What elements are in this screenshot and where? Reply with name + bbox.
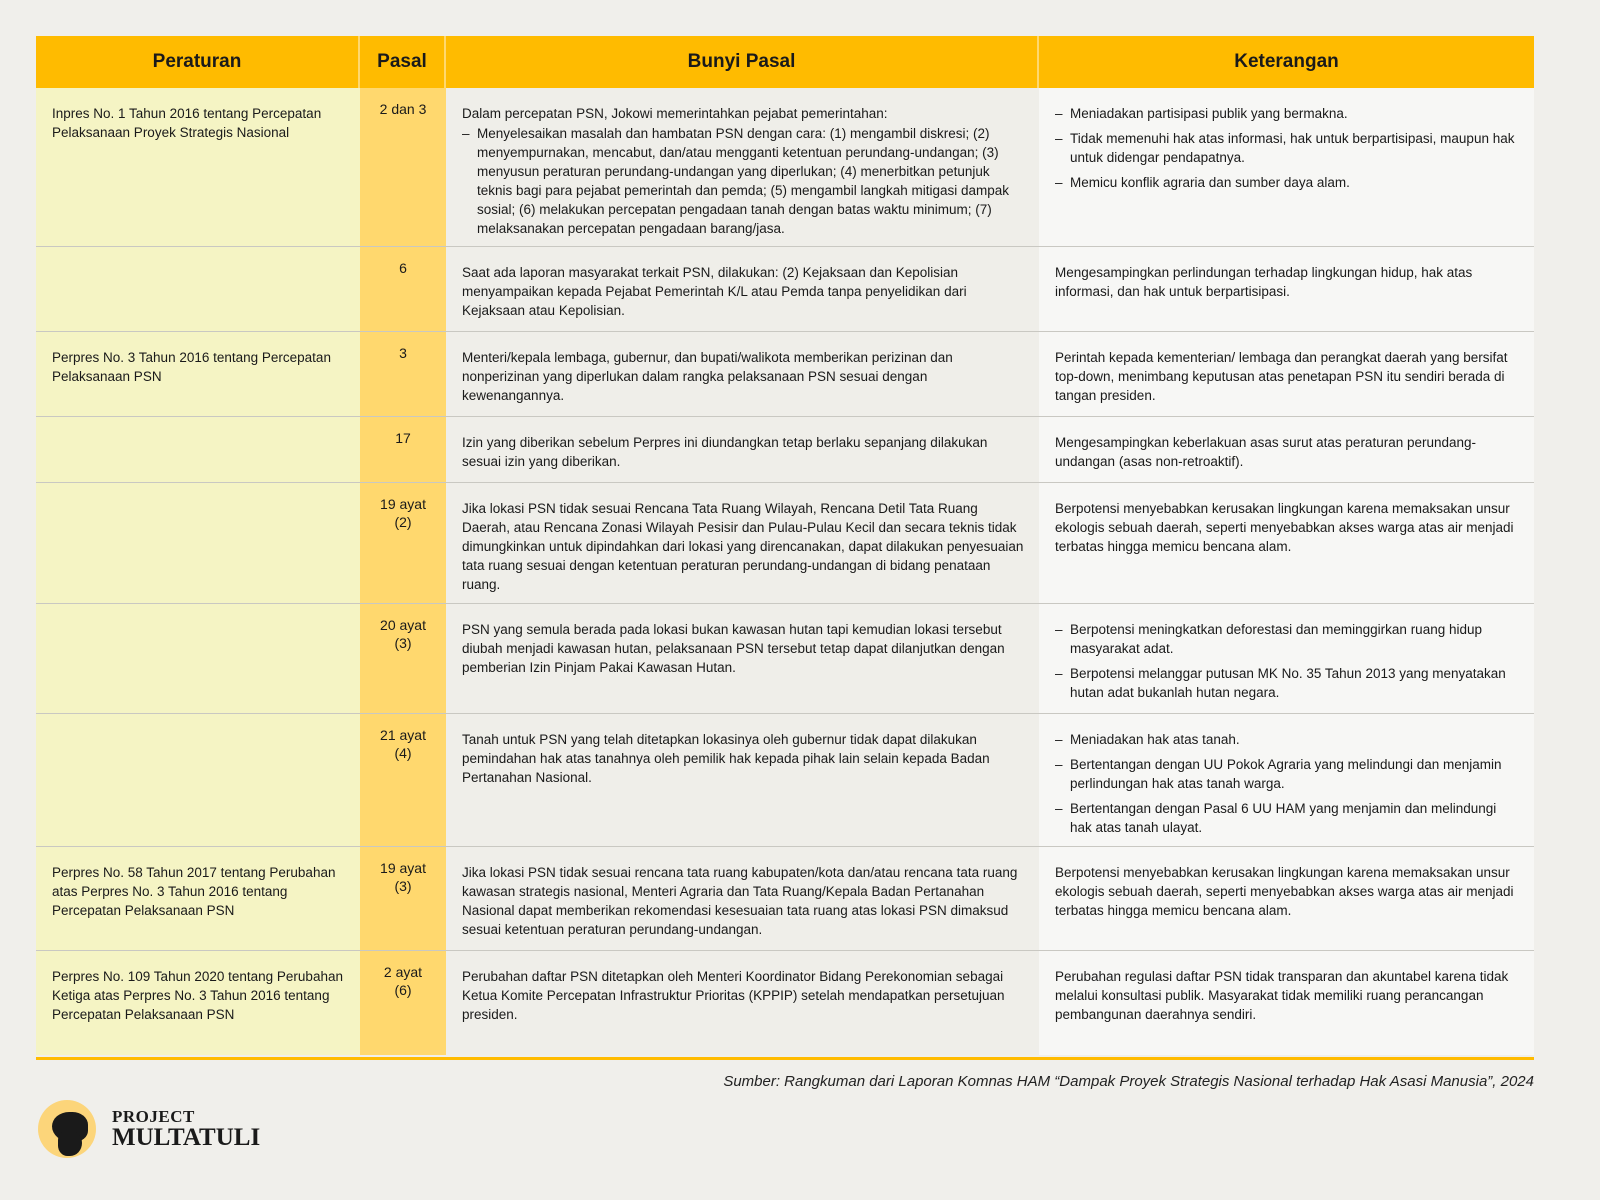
cell-bunyi-pasal: Saat ada laporan masyarakat terkait PSN, dilakukan: (2) Kejaksaan dan Kepolisian menyampaikan kepada Pejabat Pemerintah K/L atau Pemda tanpa penyelidikan dari Kejaksaan atau Kepolisian.	[446, 247, 1039, 331]
logo-line-1: PROJECT	[112, 1107, 195, 1126]
logo-line-2: MULTATULI	[112, 1124, 261, 1151]
multatuli-portrait-icon	[38, 1100, 96, 1158]
cell-keterangan	[1039, 604, 1534, 713]
cell-bunyi-pasal: Jika lokasi PSN tidak sesuai rencana tata ruang kabupaten/kota dan/atau rencana tata ruang kawasan strategis nasional, Menteri Agraria dan Tata Ruang/Kepala Badan Pertanahan Nasional dapat memberikan rekomendasi kesesuaian tata ruang atas lokasi PSN dimaksud sesuai ketentuan peraturan perundang-undangan.	[446, 847, 1039, 950]
logo-wordmark	[112, 1108, 260, 1150]
cell-keterangan	[1039, 714, 1534, 846]
cell-keterangan: Berpotensi menyebabkan kerusakan lingkungan karena memaksakan unsur ekologis sebuah daerah, seperti menyebabkan akses warga atas air menjadi terbatas hingga memicu bencana alam.	[1039, 847, 1534, 950]
cell-keterangan: Perintah kepada kementerian/ lembaga dan perangkat daerah yang bersifat top-down, menimbang keputusan atas penetapan PSN itu sendiri berada di tangan presiden.	[1039, 332, 1534, 416]
keterangan-item: – Bertentangan dengan Pasal 6 UU HAM yang menjamin dan melindungi hak atas tanah ulayat.	[1055, 799, 1520, 837]
cell-peraturan	[36, 483, 360, 603]
cell-pasal: 19 ayat (2)	[360, 483, 446, 603]
keterangan-item: – Berpotensi melanggar putusan MK No. 35 Tahun 2013 yang menyatakan hutan adat bukanlah hutan negara.	[1055, 664, 1520, 702]
cell-bunyi-pasal: Izin yang diberikan sebelum Perpres ini diundangkan tetap berlaku sepanjang dilakukan sesuai izin yang diberikan.	[446, 417, 1039, 482]
table-row	[36, 417, 1534, 483]
keterangan-item: – Meniadakan hak atas tanah.	[1055, 730, 1520, 749]
cell-pasal: 20 ayat (3)	[360, 604, 446, 713]
table-header	[36, 36, 1534, 88]
table-bottom-rule	[36, 1057, 1534, 1060]
cell-peraturan: Inpres No. 1 Tahun 2016 tentang Percepatan Pelaksanaan Proyek Strategis Nasional	[36, 88, 360, 246]
table-row	[36, 247, 1534, 332]
cell-keterangan: Berpotensi menyebabkan kerusakan lingkungan karena memaksakan unsur ekologis sebuah daerah, seperti menyebabkan akses warga atas air menjadi terbatas hingga memicu bencana alam.	[1039, 483, 1534, 603]
cell-pasal: 2 dan 3	[360, 88, 446, 246]
table-row	[36, 847, 1534, 951]
cell-keterangan: Mengesampingkan perlindungan terhadap lingkungan hidup, hak atas informasi, dan hak untuk berpartisipasi.	[1039, 247, 1534, 331]
cell-keterangan	[1039, 88, 1534, 246]
cell-bunyi-pasal	[446, 88, 1039, 246]
cell-peraturan	[36, 247, 360, 331]
cell-bunyi-pasal: Tanah untuk PSN yang telah ditetapkan lokasinya oleh gubernur tidak dapat dilakukan pemindahan hak atas tanahnya oleh pemilik hak kepada pihak lain selain kepada Badan Pertanahan Nasional.	[446, 714, 1039, 846]
table-row	[36, 483, 1534, 604]
header-bunyi-pasal: Bunyi Pasal	[446, 36, 1039, 88]
cell-bunyi-pasal: PSN yang semula berada pada lokasi bukan kawasan hutan tapi kemudian lokasi tersebut diubah menjadi kawasan hutan, pelaksanaan PSN tersebut tetap dapat dilanjutkan dengan pemberian Izin Pinjam Pakai Kawasan Hutan.	[446, 604, 1039, 713]
cell-pasal: 6	[360, 247, 446, 331]
table-row	[36, 951, 1534, 1055]
source-caption: Sumber: Rangkuman dari Laporan Komnas HAM “Dampak Proyek Strategis Nasional terhadap Hak Asasi Manusia”, 2024	[723, 1073, 1534, 1090]
cell-peraturan	[36, 604, 360, 713]
keterangan-item: – Memicu konflik agraria dan sumber daya alam.	[1055, 173, 1520, 192]
cell-pasal: 17	[360, 417, 446, 482]
header-keterangan: Keterangan	[1039, 36, 1534, 88]
header-peraturan: Peraturan	[36, 36, 360, 88]
cell-peraturan	[36, 714, 360, 846]
cell-pasal: 21 ayat (4)	[360, 714, 446, 846]
bunyi-item: – Menyelesaikan masalah dan hambatan PSN dengan cara: (1) mengambil diskresi; (2) menyempurnakan, mencabut, dan/atau mengganti ketentuan perundang-undangan; (3) menyusun peraturan perundang-undangan yang diperlukan; (4) menerbitkan petunjuk teknis bagi para pejabat pemerintah dan pemda; (5) mengambil langkah mitigasi dampak sosial; (6) melakukan percepatan pengadaan tanah dengan batas waktu minimum; (7) melaksanakan percepatan pengadaan barang/jasa.	[462, 124, 1025, 238]
cell-pasal: 2 ayat (6)	[360, 951, 446, 1055]
cell-keterangan: Perubahan regulasi daftar PSN tidak transparan dan akuntabel karena tidak melalui konsultasi publik. Masyarakat tidak memiliki ruang perancangan pembangunan daerahnya sendiri.	[1039, 951, 1534, 1055]
cell-pasal: 19 ayat (3)	[360, 847, 446, 950]
cell-peraturan: Perpres No. 58 Tahun 2017 tentang Perubahan atas Perpres No. 3 Tahun 2016 tentang Percepatan Pelaksanaan PSN	[36, 847, 360, 950]
cell-bunyi-pasal: Menteri/kepala lembaga, gubernur, dan bupati/walikota memberikan perizinan dan nonperizinan yang diperlukan dalam rangka pelaksanaan PSN sesuai dengan kewenangannya.	[446, 332, 1039, 416]
cell-bunyi-pasal: Perubahan daftar PSN ditetapkan oleh Menteri Koordinator Bidang Perekonomian sebagai Ketua Komite Percepatan Infrastruktur Prioritas (KPPIP) setelah mendapatkan persetujuan presiden.	[446, 951, 1039, 1055]
cell-keterangan: Mengesampingkan keberlakuan asas surut atas peraturan perundang-undangan (asas non-retroaktif).	[1039, 417, 1534, 482]
regulation-table	[36, 36, 1534, 1055]
cell-peraturan	[36, 417, 360, 482]
project-multatuli-logo	[38, 1100, 260, 1158]
cell-peraturan: Perpres No. 109 Tahun 2020 tentang Perubahan Ketiga atas Perpres No. 3 Tahun 2016 tentang Percepatan Pelaksanaan PSN	[36, 951, 360, 1055]
cell-peraturan: Perpres No. 3 Tahun 2016 tentang Percepatan Pelaksanaan PSN	[36, 332, 360, 416]
bunyi-lead: Dalam percepatan PSN, Jokowi memerintahkan pejabat pemerintahan:	[462, 106, 888, 121]
cell-bunyi-pasal: Jika lokasi PSN tidak sesuai Rencana Tata Ruang Wilayah, Rencana Detil Tata Ruang Daerah, atau Rencana Zonasi Wilayah Pesisir dan Pulau-Pulau Kecil dan secara teknis tidak dimungkinkan untuk dipindahkan dari lokasi yang direncanakan, dapat dilakukan penyesuaian tata ruang sesuai dengan ketentuan peraturan perundang-undangan di bidang penataan ruang.	[446, 483, 1039, 603]
keterangan-item: – Tidak memenuhi hak atas informasi, hak untuk berpartisipasi, maupun hak untuk didengar pendapatnya.	[1055, 129, 1520, 167]
header-pasal: Pasal	[360, 36, 446, 88]
table-row	[36, 714, 1534, 847]
keterangan-item: – Bertentangan dengan UU Pokok Agraria yang melindungi dan menjamin perlindungan hak atas tanah warga.	[1055, 755, 1520, 793]
table-row	[36, 88, 1534, 247]
cell-pasal: 3	[360, 332, 446, 416]
keterangan-item: – Meniadakan partisipasi publik yang bermakna.	[1055, 104, 1520, 123]
table-row	[36, 332, 1534, 417]
keterangan-item: – Berpotensi meningkatkan deforestasi dan meminggirkan ruang hidup masyarakat adat.	[1055, 620, 1520, 658]
table-row	[36, 604, 1534, 714]
